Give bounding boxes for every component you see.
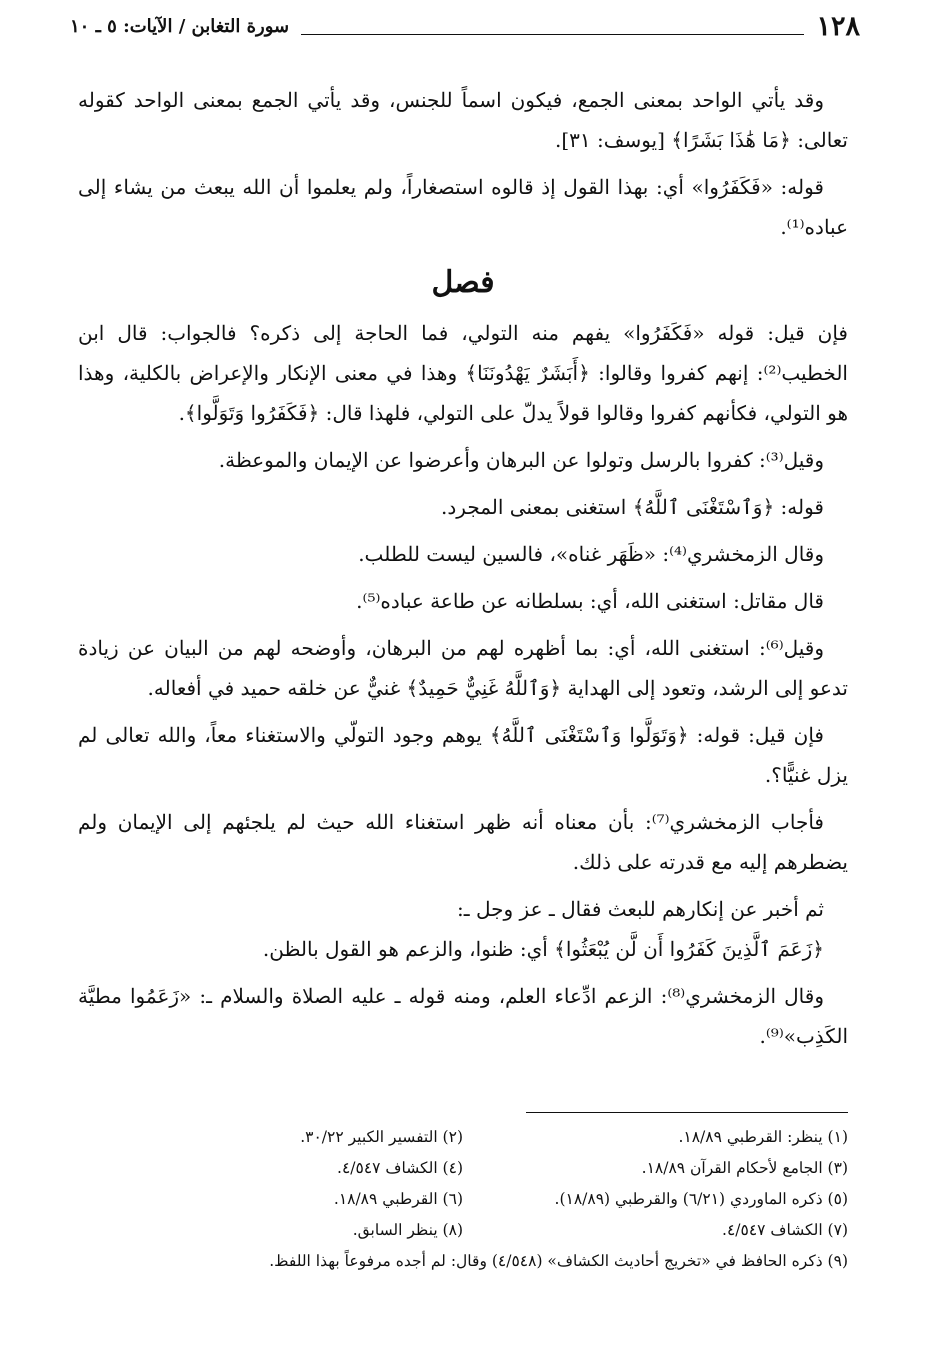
page-header	[70, 10, 860, 44]
footnote-row	[78, 1122, 848, 1153]
paragraph: قوله: «فَكَفَرُوا» أي: بهذا القول إذ قالوه استصغاراً، ولم يعلموا أن الله يبعث من يشاء إلى عباده⁽¹⁾.	[78, 175, 848, 239]
footnote: (٩) ذكره الحافظ في «تخريج أحاديث الكشاف» (٤/٥٤٨) وقال: لم أجده مرفوعاً بهذا اللفظ.	[269, 1252, 848, 1270]
footnote: (٥) ذكره الماوردي (٦/٢١) والقرطبي (١٨/٨٩).	[554, 1190, 848, 1208]
paragraph: وقال الزمخشري⁽⁸⁾: الزعم ادِّعاء العلم، ومنه قوله ـ عليه الصلاة والسلام ـ: «زَعَمُوا مطيَّة الكَذِب»⁽⁹⁾.	[78, 984, 848, 1048]
footnote: (١) ينظر: القرطبي ١٨/٨٩.	[678, 1128, 848, 1146]
running-title: سورة التغابن / الآيات: ٥ ـ ١٠	[70, 16, 290, 37]
footnote-row	[78, 1184, 848, 1215]
footnote-separator	[526, 1112, 848, 1113]
footnote: (٦) القرطبي ١٨/٨٩.	[333, 1190, 463, 1208]
footnote: (٧) الكشاف ٤/٥٤٧.	[722, 1221, 848, 1239]
footnote: (٨) ينظر السابق.	[352, 1221, 463, 1239]
paragraph: ثم أخبر عن إنكارهم للبعث فقال ـ عز وجل ـ:	[457, 897, 824, 921]
footnote-row	[78, 1215, 848, 1246]
paragraph: قوله: ﴿وَٱسْتَغْنَى ٱللَّهُ﴾ استغنى بمعنى المجرد.	[441, 495, 824, 519]
paragraph: وقال الزمخشري⁽⁴⁾: «ظَهَر غناه»، فالسين ليست للطلب.	[358, 542, 824, 566]
paragraph: فإن قيل: قوله: ﴿وَتَوَلَّوا وَٱسْتَغْنَى ٱللَّهُ﴾ يوهم وجود التولّي والاستغناء معاً، والله تعالى لم يزل غنيًّا؟.	[78, 723, 848, 787]
footnote-row	[78, 1246, 848, 1277]
paragraph: وقد يأتي الواحد بمعنى الجمع، فيكون اسماً للجنس، وقد يأتي الجمع بمعنى الواحد كقوله تعالى: ﴿مَا هَٰذَا بَشَرًا﴾ [يوسف: ٣١].	[78, 88, 848, 152]
header-rule	[301, 34, 804, 35]
page-number: ١٢٨	[816, 11, 860, 42]
footnote: (٢) التفسير الكبير ٣٠/٢٢.	[300, 1128, 463, 1146]
section-title: فصل	[431, 265, 495, 300]
paragraph: ﴿زَعَمَ ٱلَّذِينَ كَفَرُوا أَن لَّن يُبْعَثُوا﴾ أي: ظنوا، والزعم هو القول بالظن.	[262, 937, 824, 961]
footnote: (٣) الجامع لأحكام القرآن ١٨/٨٩.	[641, 1159, 848, 1177]
paragraph: وقيل⁽⁶⁾: استغنى الله، أي: بما أظهره لهم من البرهان، وأوضحه لهم من البيان عن زيادة تدعو إلى الرشد، وتعود إلى الهداية ﴿وَٱللَّهُ غَنِيٌّ حَمِيدٌ﴾ غنيٌّ عن خلقه حميد في أفعاله.	[78, 636, 848, 700]
paragraph: وقيل⁽³⁾: كفروا بالرسل وتولوا عن البرهان وأعرضوا عن الإيمان والموعظة.	[218, 448, 824, 472]
footnote-row	[78, 1153, 848, 1184]
footnotes	[78, 1122, 848, 1277]
paragraph: فأجاب الزمخشري⁽⁷⁾: بأن معناه أنه ظهر استغناء الله حيث لم يلجئهم إلى الإيمان ولم يضطرهم إليه مع قدرته على ذلك.	[78, 810, 848, 874]
main-text	[78, 80, 848, 1056]
footnote: (٤) الكشاف ٤/٥٤٧.	[337, 1159, 463, 1177]
paragraph: قال مقاتل: استغنى الله، أي: بسلطانه عن طاعة عباده⁽⁵⁾.	[356, 589, 824, 613]
paragraph: فإن قيل: قوله «فَكَفَرُوا» يفهم منه التولي، فما الحاجة إلى ذكره؟ فالجواب: قال ابن الخطيب⁽²⁾: إنهم كفروا وقالوا: ﴿أَبَشَرٌ يَهْدُونَنَا﴾ وهذا في معنى الإنكار والإعراض بالكلية، وهذا هو التولي، فكأنهم كفروا وقالوا قولاً يدلّ على التولي، فلهذا قال: ﴿فَكَفَرُوا وَتَوَلَّوا﴾.	[78, 321, 848, 425]
